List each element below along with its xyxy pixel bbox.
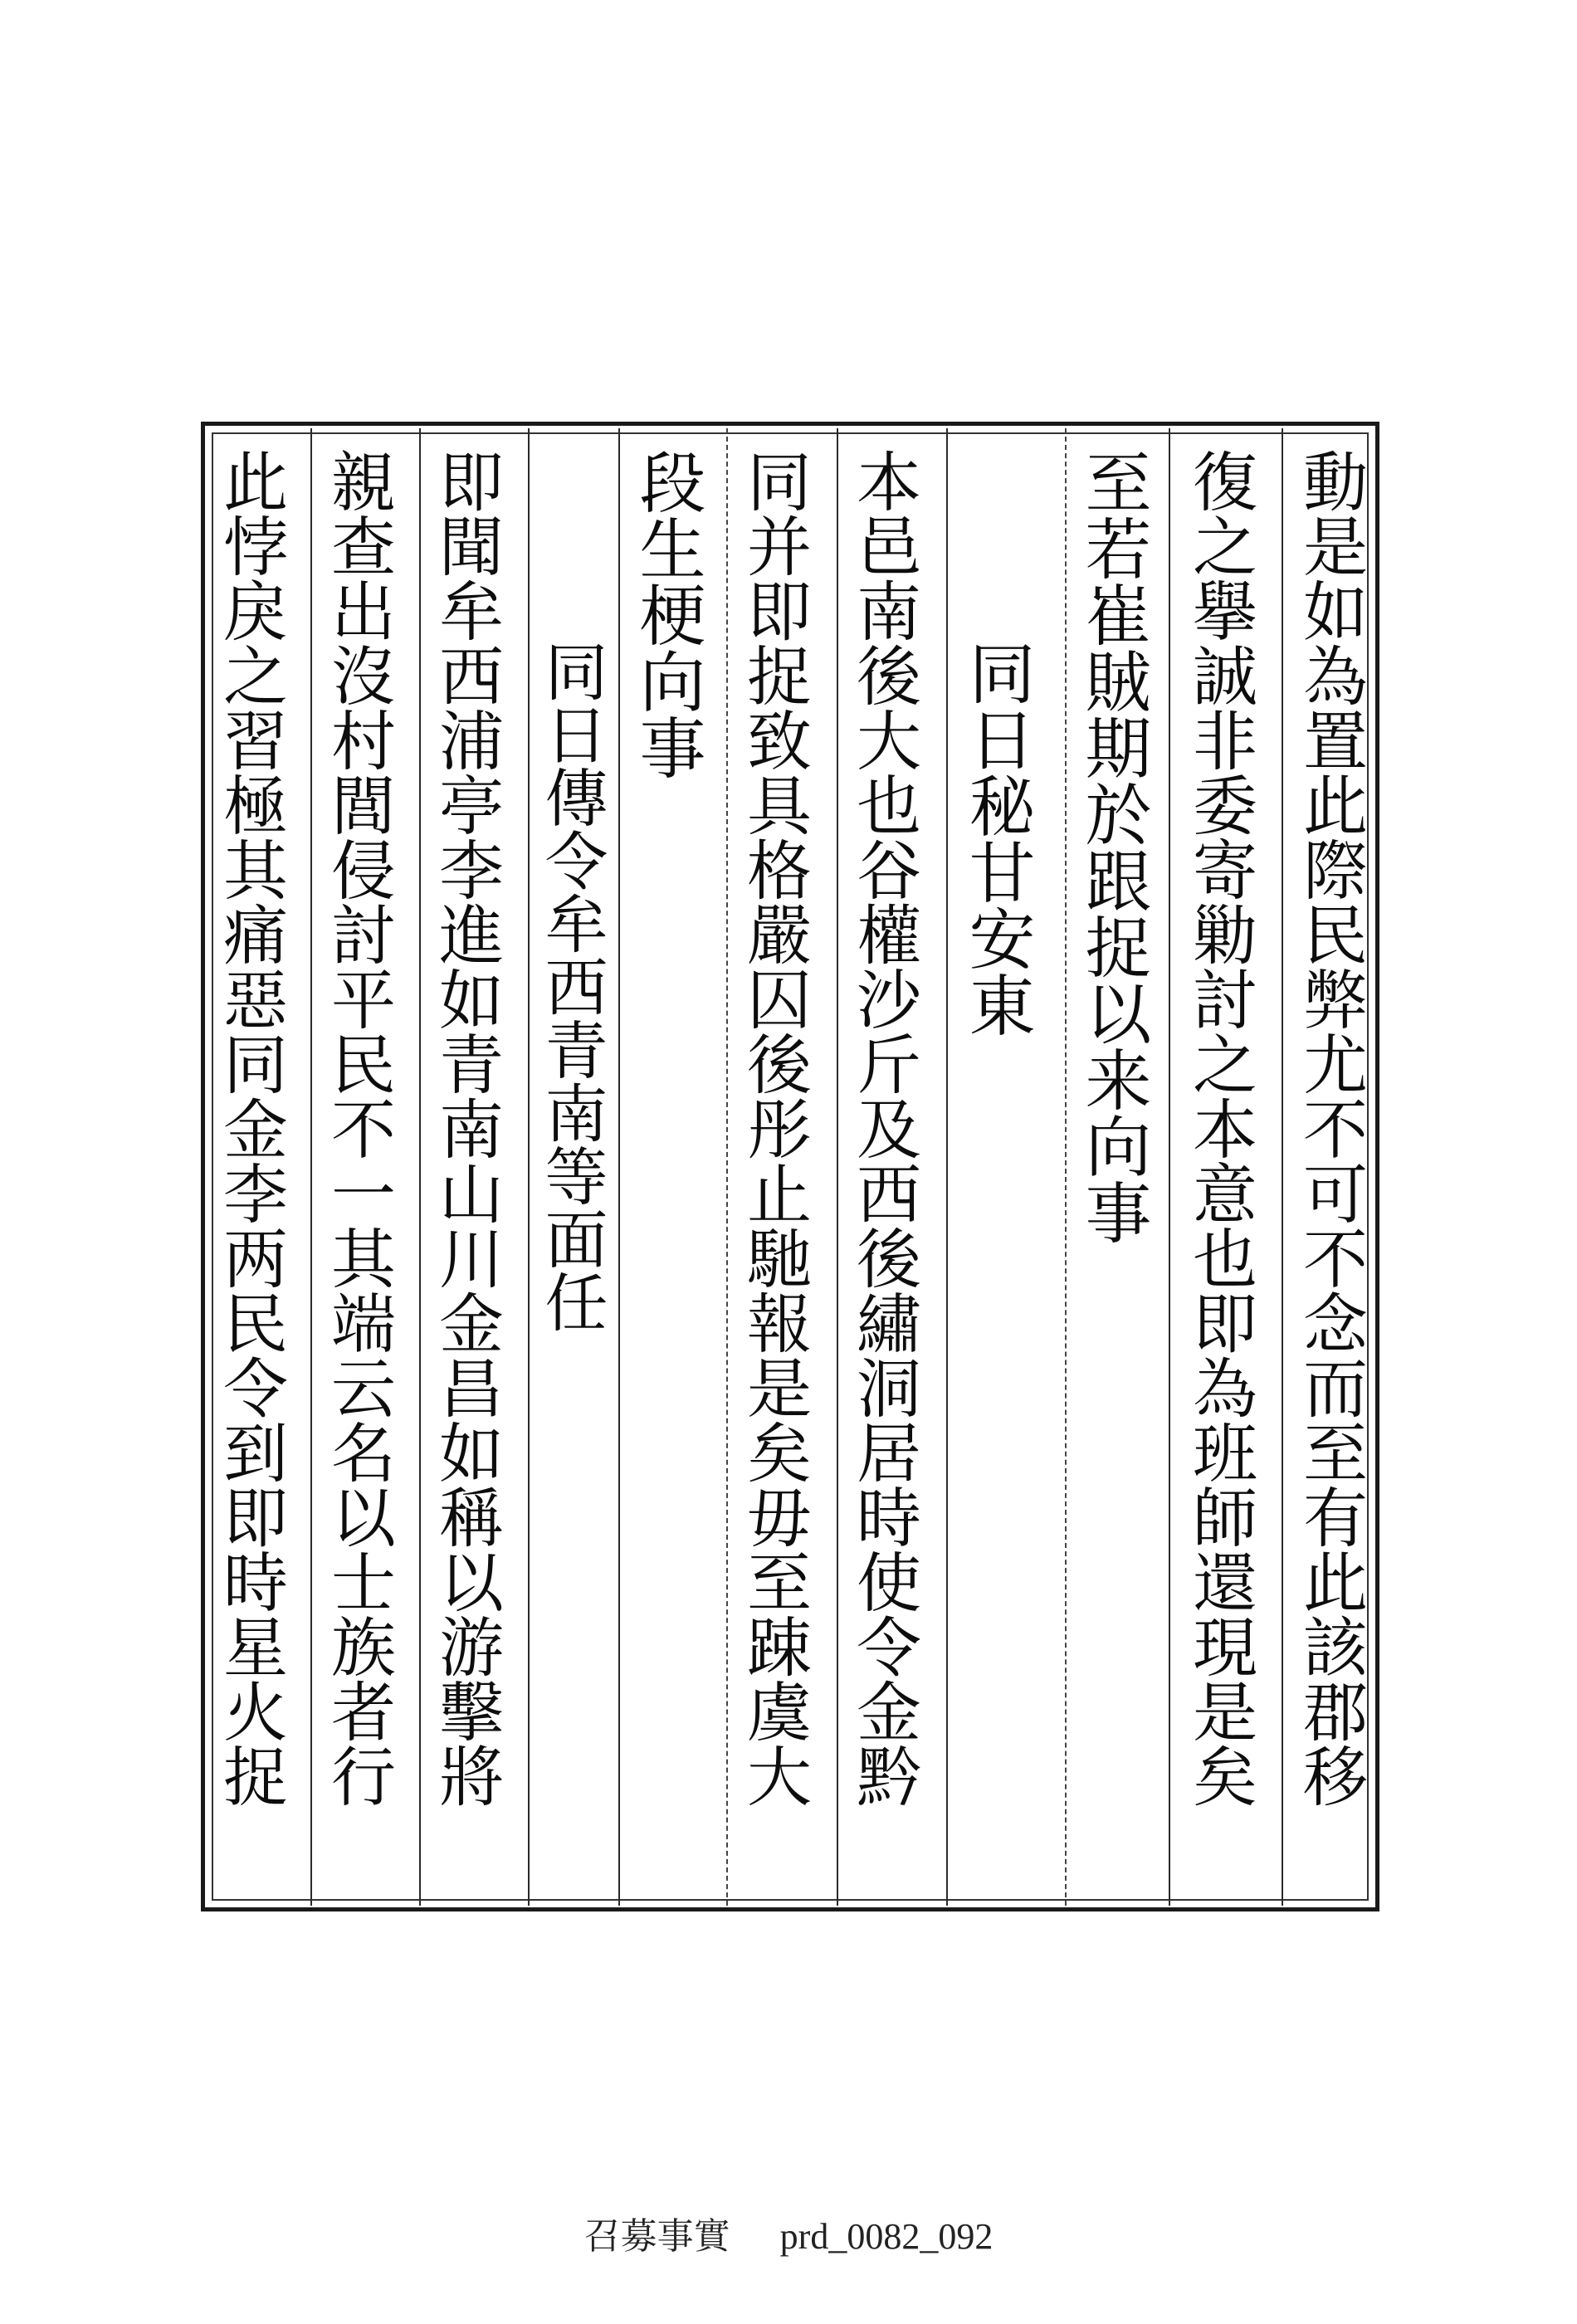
text-column-11: 此悖戾之習極其痛惡同金李两民令到即時星火捉	[212, 448, 287, 1808]
text-column-8: 同日傳令牟西青南等面任	[535, 639, 608, 1333]
column-rule	[528, 428, 530, 1906]
column-rule	[310, 428, 312, 1906]
column-rule	[837, 428, 838, 1906]
text-column-9: 即聞牟西浦亭李進如青南山川金昌如稱以游擊將	[428, 448, 503, 1808]
text-column-4: 同日秘甘安東	[958, 639, 1035, 1038]
column-rule	[946, 428, 948, 1906]
text-column-1: 動是如為置此際民弊尤不可不念而至有此該郡移	[1292, 448, 1367, 1808]
text-column-6: 同并即捉致具格嚴囚後彤止馳報是矣毋至踈虞大	[736, 448, 811, 1808]
column-rule	[618, 428, 620, 1906]
text-column-10: 親查出沒村閭侵討平民不一其端云名以士族者行	[320, 448, 395, 1808]
text-column-5: 本邑南後大也谷權沙斤及西後繡洞居時使令金黔	[846, 448, 920, 1808]
column-rule	[726, 428, 728, 1906]
footer-title: 召募事實	[583, 2216, 730, 2257]
text-column-3: 至若崔賊期於跟捉以来向事	[1074, 448, 1151, 1245]
text-column-2: 復之擧誠非委寄勦討之本意也即為班師還現是矣	[1182, 448, 1257, 1808]
column-rule	[1065, 428, 1067, 1906]
page-footer	[0, 2206, 1577, 2259]
footer-code: prd_0082_092	[779, 2216, 994, 2257]
text-column-7: 段生梗向事	[628, 448, 706, 780]
column-rule	[1282, 428, 1283, 1906]
column-rule	[1169, 428, 1170, 1906]
column-rule	[419, 428, 421, 1906]
